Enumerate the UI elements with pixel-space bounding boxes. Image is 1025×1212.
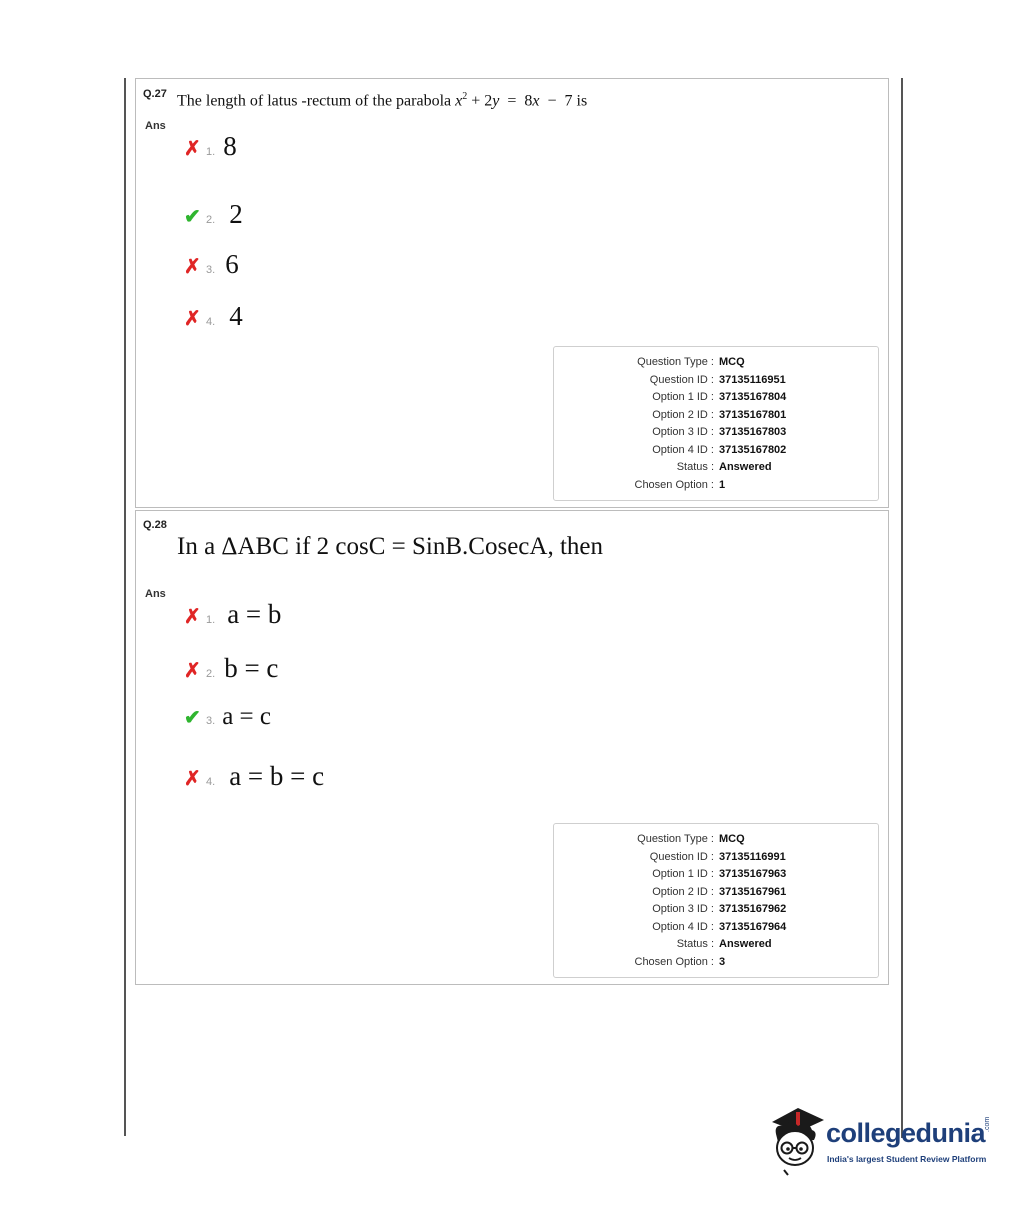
info-row — [554, 956, 878, 973]
math-var: x — [455, 92, 463, 110]
info-value: MCQ — [719, 356, 745, 368]
option-text: 2 — [229, 199, 243, 229]
info-value: 37135167964 — [719, 920, 787, 933]
info-value: 37135167803 — [719, 426, 787, 438]
info-label: Option 4 ID : — [652, 920, 714, 933]
info-label: Question ID : — [649, 850, 714, 863]
answer-label: Ans — [145, 588, 166, 600]
info-label: Question ID : — [649, 373, 714, 386]
info-value: 37135167962 — [719, 903, 787, 915]
option-text: a = c — [222, 703, 271, 730]
info-label: Option 1 ID : — [652, 391, 714, 403]
info-label: Question Type : — [637, 833, 714, 845]
info-row — [554, 374, 878, 391]
info-value: MCQ — [719, 833, 745, 845]
page-border-left — [124, 78, 126, 1136]
option-text: a = b — [227, 599, 282, 629]
info-label: Option 3 ID : — [652, 903, 714, 915]
option-text: 6 — [225, 249, 239, 279]
math-var: x — [532, 92, 540, 110]
option-3 — [184, 249, 239, 280]
math-var: y — [492, 92, 500, 110]
option-number: 1. — [206, 614, 216, 626]
info-label: Chosen Option : — [634, 955, 714, 968]
question-info-panel — [553, 346, 879, 501]
info-row — [554, 921, 878, 938]
info-row — [554, 938, 878, 955]
answer-label: Ans — [145, 120, 166, 132]
cross-icon: ✗ — [184, 138, 201, 160]
info-label: Option 3 ID : — [652, 426, 714, 438]
option-1 — [184, 599, 281, 630]
mascot-graduation-cap-icon — [768, 1104, 826, 1176]
info-value: 37135167961 — [719, 885, 787, 898]
info-label: Option 2 ID : — [652, 885, 714, 898]
info-label: Status : — [676, 461, 714, 473]
info-value: Answered — [719, 938, 772, 950]
info-value: Answered — [719, 461, 772, 473]
info-label: Option 4 ID : — [652, 443, 714, 456]
page-border-right — [901, 78, 903, 1138]
info-value: 37135167963 — [719, 868, 787, 880]
info-row — [554, 356, 878, 373]
option-4 — [184, 301, 243, 332]
question-text-part: = 8 — [499, 92, 533, 110]
option-text: 4 — [229, 301, 243, 331]
info-row — [554, 444, 878, 461]
info-value: 37135116951 — [719, 373, 786, 386]
option-number: 3. — [206, 715, 216, 727]
question-card-28 — [135, 510, 889, 985]
collegedunia-logo — [768, 1104, 998, 1176]
question-text — [177, 91, 587, 110]
info-row — [554, 426, 878, 443]
brand-tagline: India's largest Student Review Platform — [827, 1154, 987, 1164]
question-text-part: + 2 — [467, 92, 493, 110]
info-row — [554, 868, 878, 885]
option-text: 8 — [223, 131, 237, 161]
option-number: 2. — [206, 668, 216, 680]
brand-suffix: .com — [984, 1116, 991, 1132]
info-label: Option 2 ID : — [652, 408, 714, 421]
option-text: b = c — [224, 653, 279, 683]
info-row — [554, 903, 878, 920]
option-text: a = b = c — [229, 761, 325, 791]
cross-icon: ✗ — [184, 660, 201, 682]
option-3 — [184, 703, 271, 731]
info-label: Status : — [676, 938, 714, 950]
question-text: In a ΔABC if 2 cosC = SinB.CosecA, then — [177, 533, 603, 560]
info-value: 37135167802 — [719, 443, 787, 456]
option-number: 2. — [206, 214, 216, 226]
option-2 — [184, 199, 243, 230]
info-row — [554, 409, 878, 426]
brand-name: collegedunia — [826, 1118, 986, 1148]
cross-icon: ✗ — [184, 256, 201, 278]
question-number: Q.28 — [143, 519, 167, 531]
option-number: 1. — [206, 146, 216, 158]
cross-icon: ✗ — [184, 768, 201, 790]
info-row — [554, 886, 878, 903]
info-label: Option 1 ID : — [652, 868, 714, 880]
info-row — [554, 391, 878, 408]
cross-icon: ✗ — [184, 606, 201, 628]
info-value: 37135167801 — [719, 408, 787, 421]
info-label: Chosen Option : — [634, 478, 714, 491]
option-2 — [184, 653, 278, 684]
math-sup: 2 — [462, 91, 468, 102]
option-number: 4. — [206, 316, 216, 328]
check-icon: ✔ — [184, 707, 201, 729]
question-number: Q.27 — [143, 88, 167, 100]
option-1 — [184, 131, 237, 162]
question-info-panel — [553, 823, 879, 978]
info-row — [554, 833, 878, 850]
info-value: 1 — [719, 478, 726, 491]
question-text-part: − 7 is — [539, 92, 588, 110]
check-icon: ✔ — [184, 206, 201, 228]
cross-icon: ✗ — [184, 308, 201, 330]
question-card-27 — [135, 78, 889, 508]
info-value: 37135167804 — [719, 391, 787, 403]
info-value: 3 — [719, 955, 726, 968]
info-row — [554, 479, 878, 496]
question-text-part: The length of latus -rectum of the parabola — [177, 92, 456, 110]
info-value: 37135116991 — [719, 850, 786, 863]
option-number: 4. — [206, 776, 216, 788]
info-row — [554, 851, 878, 868]
info-row — [554, 461, 878, 478]
option-4 — [184, 761, 324, 792]
info-label: Question Type : — [637, 356, 714, 368]
option-number: 3. — [206, 264, 216, 276]
